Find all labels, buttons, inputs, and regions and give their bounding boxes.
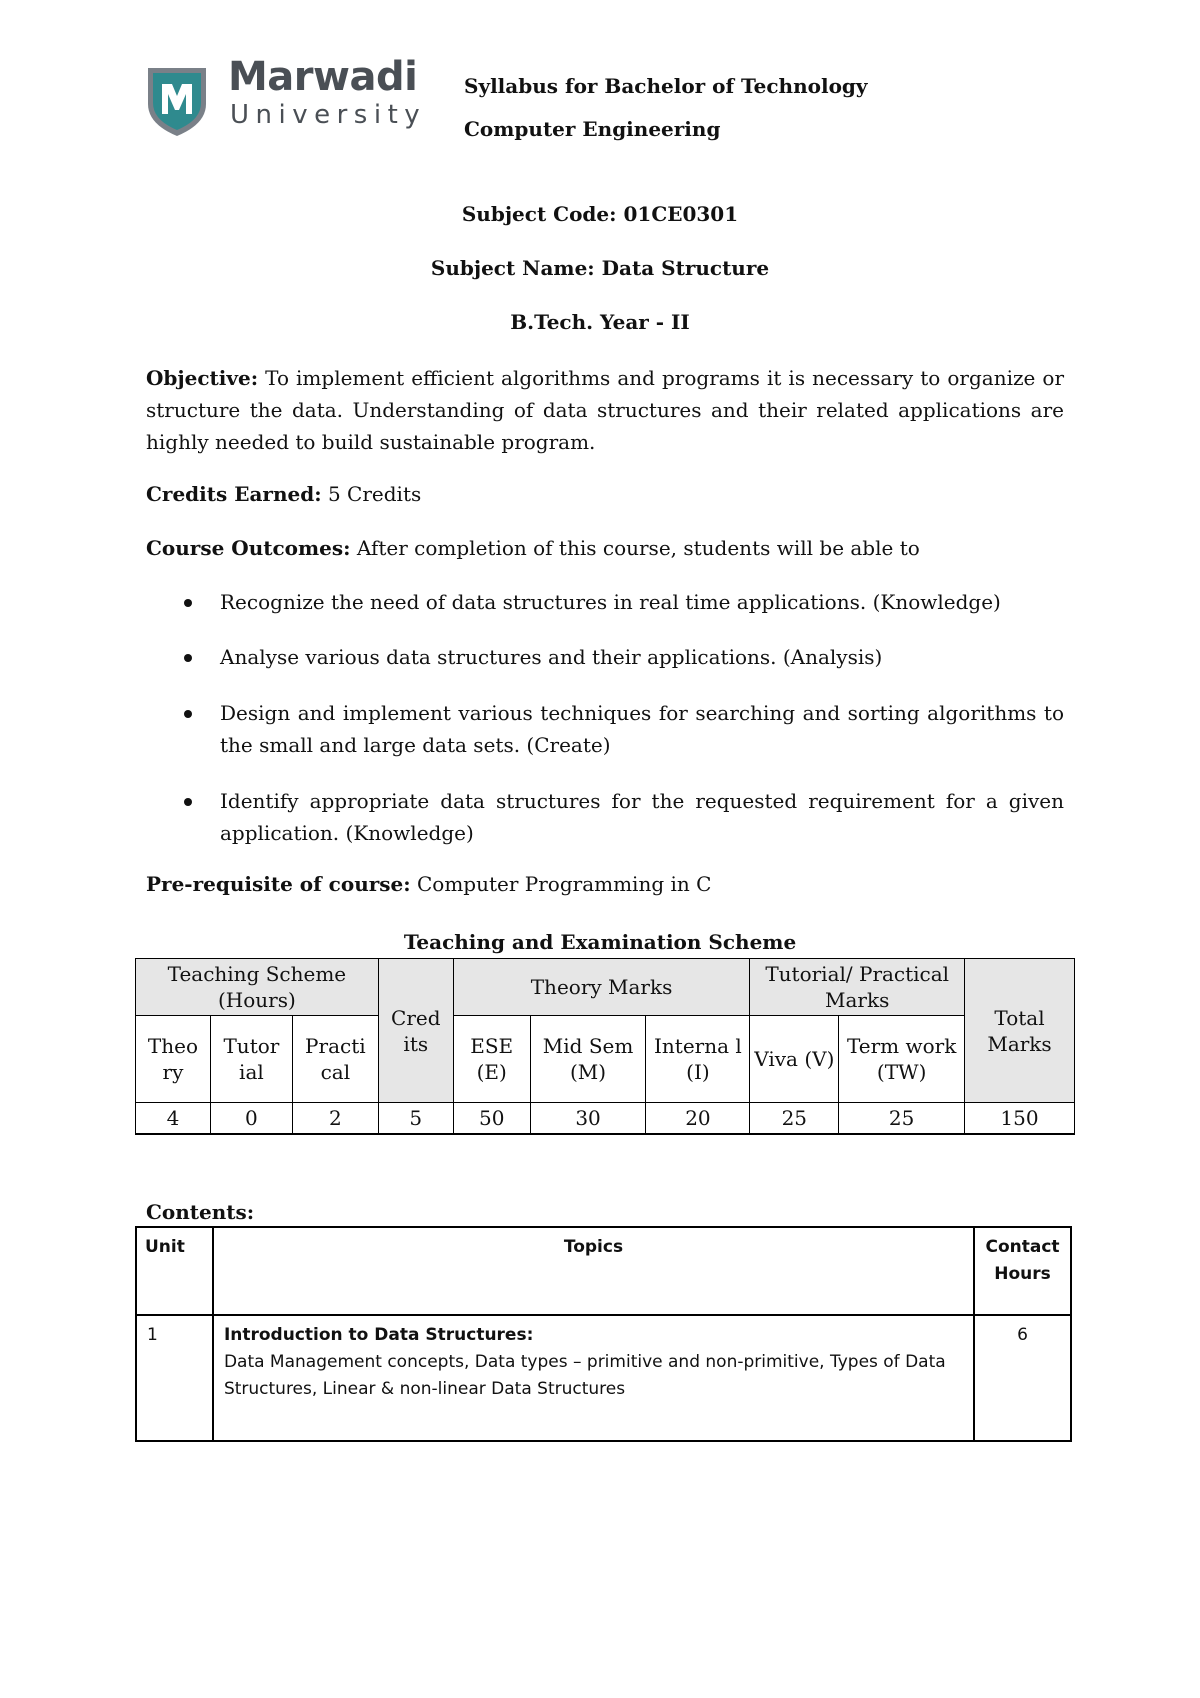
- header-title-degree: Syllabus for Bachelor of Technology: [464, 74, 868, 98]
- objective-paragraph: [146, 362, 1064, 458]
- col-tutorial: Tutor ial: [210, 1016, 292, 1103]
- bullet-icon: [184, 599, 192, 607]
- logo-word-university: University: [230, 100, 427, 130]
- contents-header-hours: Contact Hours: [974, 1227, 1071, 1315]
- unit-description: Data Management concepts, Data types – primitive and non-primitive, Types of Data Structures, Linear & non-linear Data Structures: [223, 1352, 946, 1399]
- value-term-work: 25: [839, 1103, 965, 1135]
- contents-header-row: [136, 1227, 1071, 1315]
- objective-text: To implement efficient algorithms and programs it is necessary to organize or structure the data. Understanding of data structures and their related applications are highly needed to build sustainable program.: [146, 366, 1064, 454]
- col-internal: Interna l (I): [646, 1016, 750, 1103]
- subject-name: [0, 256, 1200, 280]
- value-practical: 2: [292, 1103, 378, 1135]
- value-credits: 5: [378, 1103, 453, 1135]
- value-total: 150: [965, 1103, 1075, 1135]
- scheme-values-row: [136, 1103, 1075, 1135]
- prerequisite-line: [146, 872, 711, 896]
- contents-header-topics: Topics: [213, 1227, 974, 1315]
- unit-contact-hours: 6: [974, 1315, 1071, 1441]
- col-practical: Practi cal: [292, 1016, 378, 1103]
- outcome-text: Analyse various data structures and their applications. (Analysis): [220, 645, 883, 669]
- outcome-text: Design and implement various techniques for searching and sorting algorithms to the small and large data sets. (Create): [220, 701, 1064, 757]
- contents-header-unit: Unit: [136, 1227, 213, 1315]
- value-tutorial: 0: [210, 1103, 292, 1135]
- logo-word-marwadi: Marwadi: [228, 54, 418, 100]
- subject-code: [0, 202, 1200, 226]
- contents-heading: Contents:: [146, 1200, 255, 1224]
- value-internal: 20: [646, 1103, 750, 1135]
- scheme-table-title: Teaching and Examination Scheme: [403, 930, 797, 954]
- scheme-column-header-row: [136, 1016, 1075, 1103]
- col-ese: ESE (E): [453, 1016, 530, 1103]
- header-title-department: Computer Engineering: [464, 117, 721, 141]
- bullet-icon: [184, 654, 192, 662]
- scheme-group-header-row: [136, 959, 1075, 1016]
- unit-topics: [213, 1315, 974, 1441]
- col-term-work: Term work (TW): [839, 1016, 965, 1103]
- value-ese: 50: [453, 1103, 530, 1135]
- bullet-icon: [184, 798, 192, 806]
- prerequisite-value: Computer Programming in C: [417, 872, 712, 896]
- group-credits: Cred its: [378, 959, 453, 1103]
- subject-name-label: Subject Name:: [430, 256, 595, 280]
- credits-line: [146, 478, 1064, 510]
- subject-code-value: 01CE0301: [623, 202, 739, 226]
- unit-title: Introduction to Data Structures:: [223, 1325, 534, 1345]
- course-outcomes-intro: [146, 532, 1064, 564]
- unit-number: 1: [136, 1315, 213, 1441]
- contents-table: [135, 1226, 1072, 1442]
- teaching-examination-scheme-table: [135, 958, 1075, 1135]
- table-row: [136, 1315, 1071, 1441]
- credits-value: 5 Credits: [327, 482, 422, 506]
- credits-label: Credits Earned:: [146, 482, 322, 506]
- outcome-text: Recognize the need of data structures in real time applications. (Knowledge): [220, 590, 1001, 614]
- course-outcomes-intro-text: After completion of this course, students will be able to: [356, 536, 920, 560]
- group-tutorial-practical-marks: Tutorial/ Practical Marks: [750, 959, 965, 1016]
- col-mid-sem: Mid Sem (M): [530, 1016, 646, 1103]
- shield-logo-icon: [144, 62, 210, 138]
- subject-year: B.Tech. Year - II: [510, 310, 690, 334]
- outcome-text: Identify appropriate data structures for the requested requirement for a given application. (Knowledge): [220, 789, 1064, 845]
- value-mid-sem: 30: [530, 1103, 646, 1135]
- subject-name-value: Data Structure: [601, 256, 770, 280]
- prerequisite-label: Pre-requisite of course:: [146, 872, 411, 896]
- bullet-icon: [184, 710, 192, 718]
- subject-code-label: Subject Code:: [461, 202, 617, 226]
- objective-label: Objective:: [146, 366, 259, 390]
- university-logo: [144, 54, 444, 142]
- value-viva: 25: [750, 1103, 839, 1135]
- course-outcomes-label: Course Outcomes:: [146, 536, 351, 560]
- group-total-marks: Total Marks: [965, 959, 1075, 1103]
- group-theory-marks: Theory Marks: [453, 959, 750, 1016]
- value-theory: 4: [136, 1103, 211, 1135]
- group-teaching-scheme: Teaching Scheme (Hours): [136, 959, 379, 1016]
- col-viva: Viva (V): [750, 1016, 839, 1103]
- col-theory: Theo ry: [136, 1016, 211, 1103]
